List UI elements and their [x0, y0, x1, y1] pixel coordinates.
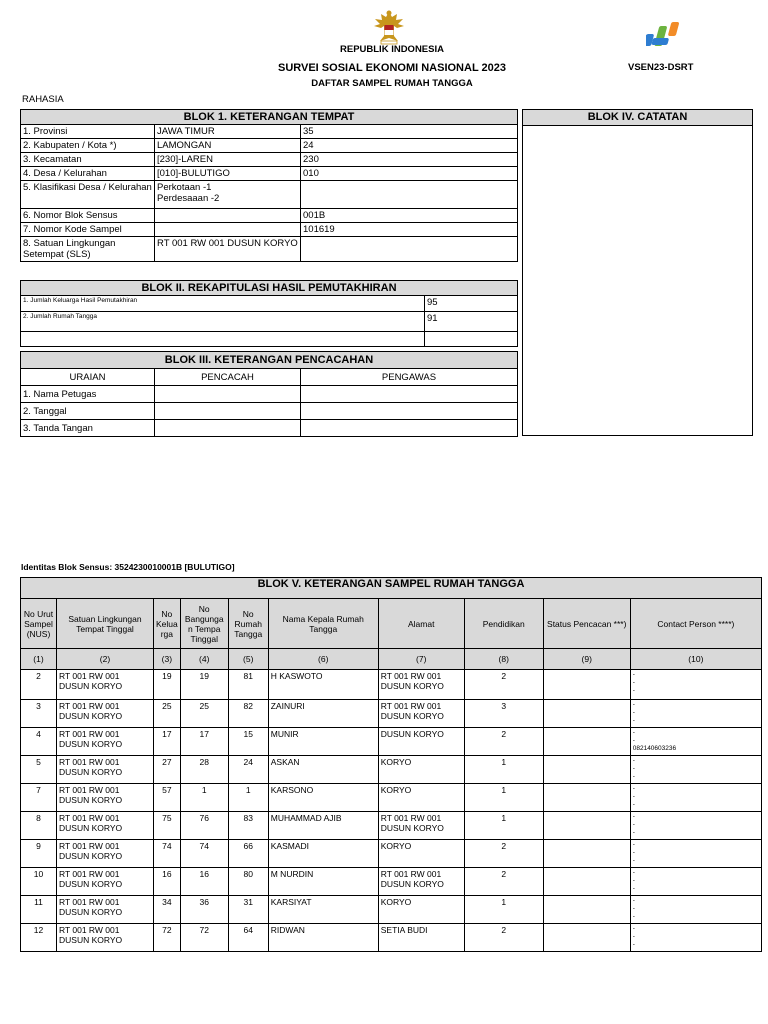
blok1-row	[21, 223, 518, 237]
cell-kel: 34	[154, 896, 181, 924]
cell-status	[543, 700, 630, 728]
survey-title: SURVEI SOSIAL EKONOMI NASIONAL 2023	[277, 62, 506, 74]
cell-status	[543, 924, 630, 952]
cell-kel: 25	[154, 700, 181, 728]
cell-nus: 9	[21, 840, 57, 868]
cell-bang: 28	[180, 756, 228, 784]
cell-nama: H KASWOTO	[268, 670, 378, 700]
cell-rt: 31	[228, 896, 268, 924]
cell-nama: M NURDIN	[268, 868, 378, 896]
blok1-row-label: 6. Nomor Blok Sensus	[21, 209, 155, 223]
cell-alamat: KORYO	[378, 840, 464, 868]
blok1-row-name: JAWA TIMUR	[155, 125, 301, 139]
table-row	[21, 756, 762, 784]
blok1-row	[21, 167, 518, 181]
blok1-row-code	[301, 181, 518, 209]
blok3-cell	[155, 403, 301, 420]
blok5-column-header: No Kelua rga	[154, 599, 181, 649]
cell-cp: - - -	[630, 924, 761, 952]
blok1-row-label: 8. Satuan Lingkungan Setempat (SLS)	[21, 237, 155, 262]
cell-nus: 12	[21, 924, 57, 952]
cell-alamat: KORYO	[378, 896, 464, 924]
cell-cp: - - -	[630, 840, 761, 868]
blok1-title: BLOK 1. KETERANGAN TEMPAT	[21, 110, 518, 125]
blok1-row-label: 2. Kabupaten / Kota *)	[21, 139, 155, 153]
cell-bang: 16	[180, 868, 228, 896]
cell-kel: 75	[154, 812, 181, 840]
table-row	[21, 670, 762, 700]
blok3-title: BLOK III. KETERANGAN PENCACAHAN	[21, 352, 518, 369]
blok5-column-header: No Rumah Tangga	[228, 599, 268, 649]
cell-kel: 57	[154, 784, 181, 812]
table-row	[21, 784, 762, 812]
table-row	[21, 700, 762, 728]
cell-nama: RIDWAN	[268, 924, 378, 952]
cell-rt: 66	[228, 840, 268, 868]
cell-nama: KASMADI	[268, 840, 378, 868]
cell-kel: 17	[154, 728, 181, 756]
blok1-row-code: 101619	[301, 223, 518, 237]
census-block-identity: Identitas Blok Sensus: 3524230010001B [BULUTIGO]	[21, 562, 235, 572]
cell-sls: RT 001 RW 001 DUSUN KORYO	[57, 670, 154, 700]
cell-pend: 3	[464, 700, 543, 728]
blok1-row-label: 5. Klasifikasi Desa / Kelurahan	[21, 181, 155, 209]
blok1-row-name: RT 001 RW 001 DUSUN KORYO	[155, 237, 301, 262]
cell-rt: 64	[228, 924, 268, 952]
blok1-row	[21, 209, 518, 223]
cell-nus: 7	[21, 784, 57, 812]
blok1-row-label: 3. Kecamatan	[21, 153, 155, 167]
blok3-cell	[301, 386, 518, 403]
blok5-column-number: (6)	[268, 649, 378, 670]
cell-alamat: RT 001 RW 001 DUSUN KORYO	[378, 868, 464, 896]
confidential-label: RAHASIA	[22, 94, 64, 105]
blok2-row-value: 91	[425, 312, 518, 332]
cell-pend: 1	[464, 756, 543, 784]
cell-status	[543, 756, 630, 784]
blok5-column-header: No Bangunga n Tempa Tinggal	[180, 599, 228, 649]
cell-nama: ASKAN	[268, 756, 378, 784]
cell-nama: KARSONO	[268, 784, 378, 812]
blok3-cell	[301, 403, 518, 420]
list-title: DAFTAR SAMPEL RUMAH TANGGA	[311, 78, 473, 89]
blok3-row-label: 3. Tanda Tangan	[21, 420, 155, 437]
cell-sls: RT 001 RW 001 DUSUN KORYO	[57, 812, 154, 840]
blok2-title: BLOK II. REKAPITULASI HASIL PEMUTAKHIRAN	[21, 281, 518, 296]
blok1-row-name: [230]-LAREN	[155, 153, 301, 167]
cell-nus: 2	[21, 670, 57, 700]
blok2-row-label: 2. Jumlah Rumah Tangga	[21, 312, 425, 332]
blok1-row-code: 230	[301, 153, 518, 167]
cell-nus: 8	[21, 812, 57, 840]
blok5-title: BLOK V. KETERANGAN SAMPEL RUMAH TANGGA	[21, 578, 762, 599]
cell-bang: 19	[180, 670, 228, 700]
cell-alamat: KORYO	[378, 784, 464, 812]
cell-bang: 72	[180, 924, 228, 952]
cell-pend: 2	[464, 868, 543, 896]
garuda-emblem-icon	[372, 8, 406, 46]
cell-cp: - - -	[630, 868, 761, 896]
cell-alamat: RT 001 RW 001 DUSUN KORYO	[378, 670, 464, 700]
blok1-row-code	[301, 237, 518, 262]
blok5-column-header: Pendidikan	[464, 599, 543, 649]
cell-status	[543, 812, 630, 840]
blok2-row-value: 95	[425, 296, 518, 312]
blok1-row-name: Perkotaan -1 Perdesaaan -2	[155, 181, 301, 209]
cell-kel: 74	[154, 840, 181, 868]
cell-bang: 25	[180, 700, 228, 728]
cell-cp: - - -	[630, 812, 761, 840]
cell-rt: 83	[228, 812, 268, 840]
blok1-row-code: 24	[301, 139, 518, 153]
cell-status	[543, 840, 630, 868]
cell-alamat: DUSUN KORYO	[378, 728, 464, 756]
cell-bang: 76	[180, 812, 228, 840]
blok5-column-number: (1)	[21, 649, 57, 670]
blok1-row	[21, 139, 518, 153]
blok1-row-label: 4. Desa / Kelurahan	[21, 167, 155, 181]
blok3-col-pencacah: PENCACAH	[155, 369, 301, 386]
cell-nama: KARSIYAT	[268, 896, 378, 924]
blok5-table	[20, 577, 762, 952]
blok5-column-header: Alamat	[378, 599, 464, 649]
cell-nama: ZAINURI	[268, 700, 378, 728]
cell-rt: 81	[228, 670, 268, 700]
cell-rt: 1	[228, 784, 268, 812]
blok3-table	[20, 351, 518, 437]
blok3-cell	[155, 420, 301, 437]
blok1-row-name: LAMONGAN	[155, 139, 301, 153]
blok3-row-label: 2. Tanggal	[21, 403, 155, 420]
cell-status	[543, 896, 630, 924]
blok5-column-number: (8)	[464, 649, 543, 670]
cell-rt: 24	[228, 756, 268, 784]
blok5-column-header: Status Pencacan ***)	[543, 599, 630, 649]
cell-sls: RT 001 RW 001 DUSUN KORYO	[57, 868, 154, 896]
blok1-row	[21, 237, 518, 262]
cell-sls: RT 001 RW 001 DUSUN KORYO	[57, 840, 154, 868]
cell-status	[543, 670, 630, 700]
cell-alamat: RT 001 RW 001 DUSUN KORYO	[378, 700, 464, 728]
blok5-column-number: (5)	[228, 649, 268, 670]
blok3-cell	[155, 386, 301, 403]
blok1-row	[21, 125, 518, 139]
blok1-row-name	[155, 209, 301, 223]
cell-alamat: SETIA BUDI	[378, 924, 464, 952]
cell-bang: 17	[180, 728, 228, 756]
blok1-row-code: 35	[301, 125, 518, 139]
table-row	[21, 728, 762, 756]
blok2-row-label: 1. Jumlah Keluarga Hasil Pemutakhiran	[21, 296, 425, 312]
form-code: VSEN23-DSRT	[628, 62, 694, 73]
blok1-row-name	[155, 223, 301, 237]
blok1-table	[20, 109, 518, 262]
blok5-column-header: No Urut Sampel (NUS)	[21, 599, 57, 649]
cell-nus: 3	[21, 700, 57, 728]
blok5-column-header: Nama Kepala Rumah Tangga	[268, 599, 378, 649]
blok1-row	[21, 153, 518, 167]
cell-kel: 19	[154, 670, 181, 700]
cell-cp: - - -	[630, 670, 761, 700]
table-row	[21, 868, 762, 896]
cell-sls: RT 001 RW 001 DUSUN KORYO	[57, 784, 154, 812]
cell-bang: 74	[180, 840, 228, 868]
cell-cp: - - -	[630, 896, 761, 924]
cell-nama: MUHAMMAD AJIB	[268, 812, 378, 840]
blok1-row-code: 010	[301, 167, 518, 181]
cell-alamat: KORYO	[378, 756, 464, 784]
cell-nus: 5	[21, 756, 57, 784]
cell-sls: RT 001 RW 001 DUSUN KORYO	[57, 728, 154, 756]
blok5-column-number: (9)	[543, 649, 630, 670]
blok1-row	[21, 181, 518, 209]
table-row	[21, 924, 762, 952]
blok2-empty-cell	[21, 332, 425, 347]
cell-rt: 15	[228, 728, 268, 756]
cell-pend: 1	[464, 812, 543, 840]
cell-rt: 82	[228, 700, 268, 728]
cell-status	[543, 784, 630, 812]
blok1-row-label: 1. Provinsi	[21, 125, 155, 139]
cell-cp: - - -	[630, 756, 761, 784]
cell-sls: RT 001 RW 001 DUSUN KORYO	[57, 700, 154, 728]
cell-nama: MUNIR	[268, 728, 378, 756]
cell-pend: 2	[464, 728, 543, 756]
blok5-column-number: (7)	[378, 649, 464, 670]
table-row	[21, 896, 762, 924]
cell-rt: 80	[228, 868, 268, 896]
cell-nus: 4	[21, 728, 57, 756]
blok1-row-name: [010]-BULUTIGO	[155, 167, 301, 181]
cell-pend: 1	[464, 784, 543, 812]
blok1-row-label: 7. Nomor Kode Sampel	[21, 223, 155, 237]
blok5-column-header: Contact Person ****)	[630, 599, 761, 649]
cell-pend: 2	[464, 670, 543, 700]
blok5-column-number: (4)	[180, 649, 228, 670]
blok5-column-number: (10)	[630, 649, 761, 670]
cell-nus: 11	[21, 896, 57, 924]
cell-cp: - - 082140603236	[630, 728, 761, 756]
blok2-empty-cell	[425, 332, 518, 347]
cell-bang: 36	[180, 896, 228, 924]
cell-cp: - - -	[630, 784, 761, 812]
blok5-column-number: (3)	[154, 649, 181, 670]
blok3-col-uraian: URAIAN	[21, 369, 155, 386]
cell-sls: RT 001 RW 001 DUSUN KORYO	[57, 924, 154, 952]
cell-cp: - - -	[630, 700, 761, 728]
cell-nus: 10	[21, 868, 57, 896]
cell-bang: 1	[180, 784, 228, 812]
cell-status	[543, 728, 630, 756]
blok1-row-code: 001B	[301, 209, 518, 223]
cell-kel: 27	[154, 756, 181, 784]
cell-pend: 2	[464, 924, 543, 952]
republik-heading: REPUBLIK INDONESIA	[340, 44, 444, 55]
cell-sls: RT 001 RW 001 DUSUN KORYO	[57, 896, 154, 924]
blok2-table	[20, 280, 518, 347]
table-row	[21, 812, 762, 840]
blok3-col-pengawas: PENGAWAS	[301, 369, 518, 386]
cell-kel: 72	[154, 924, 181, 952]
cell-alamat: RT 001 RW 001 DUSUN KORYO	[378, 812, 464, 840]
blok4-box	[522, 109, 753, 436]
blok3-row-label: 1. Nama Petugas	[21, 386, 155, 403]
table-row	[21, 840, 762, 868]
cell-sls: RT 001 RW 001 DUSUN KORYO	[57, 756, 154, 784]
cell-pend: 1	[464, 896, 543, 924]
blok5-column-header: Satuan Lingkungan Tempat Tinggal	[57, 599, 154, 649]
blok5-column-number: (2)	[57, 649, 154, 670]
cell-status	[543, 868, 630, 896]
cell-pend: 2	[464, 840, 543, 868]
cell-kel: 16	[154, 868, 181, 896]
blok3-cell	[301, 420, 518, 437]
blok4-title: BLOK IV. CATATAN	[523, 110, 752, 126]
